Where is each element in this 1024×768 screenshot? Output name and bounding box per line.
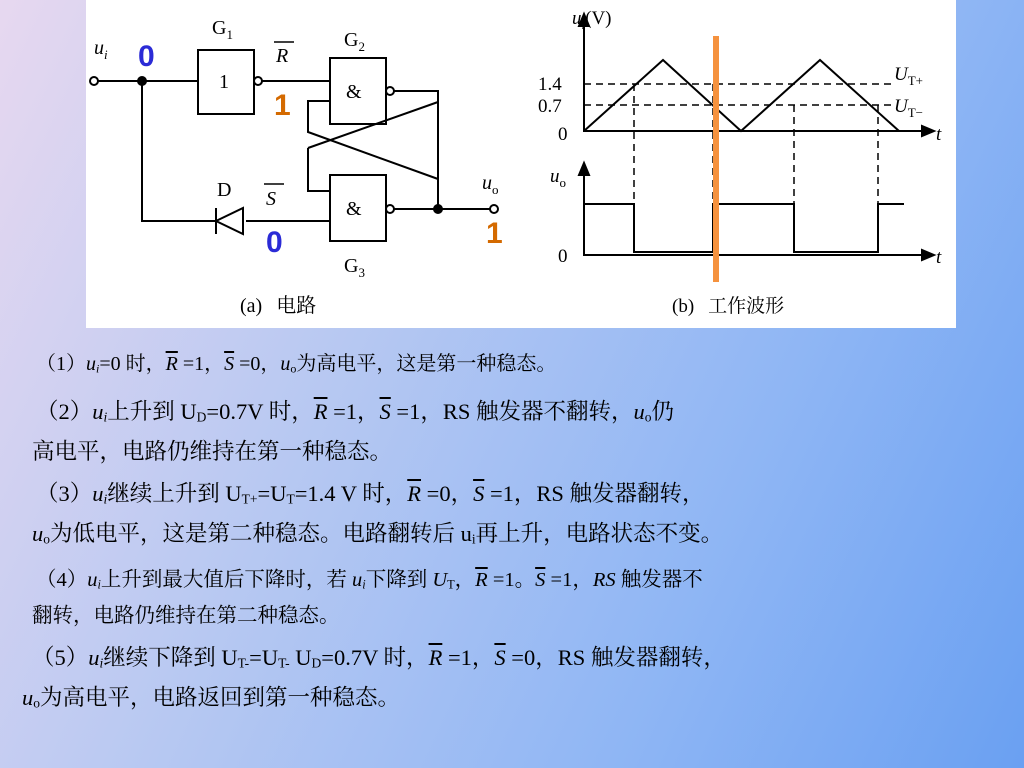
and-gate-label-g2: & bbox=[346, 81, 362, 103]
ut-minus-label: $U_{T-}$ bbox=[894, 96, 924, 120]
caption-a: (a) 电路 bbox=[240, 295, 317, 317]
para-2-cont: 高电平，电路仍维持在第一种稳态。 bbox=[32, 439, 393, 464]
para-3: $(3)u_i$继续上升到 $U_{T+}=U_T=1.4$ V 时，$\overline{R} =0$，$\overline{S} =1$，RS 触发器翻转， bbox=[36, 481, 705, 507]
state-s: 0 bbox=[266, 226, 283, 259]
uo-label: $u_o$ bbox=[482, 172, 499, 197]
figure-svg bbox=[86, 0, 956, 328]
para-3-cont: $u_o$为低电平，这是第二种稳态。电路翻转后 $u_i$再上升，电路状态不变。 bbox=[32, 521, 724, 547]
label-g2: $G_2$ bbox=[344, 29, 365, 54]
uo-square-wave bbox=[584, 204, 904, 252]
s-bar-label: S bbox=[266, 188, 276, 210]
t-label-top: t bbox=[936, 124, 942, 145]
para-5-cont: $u_o$为高电平，电路返回到第一种稳态。 bbox=[22, 685, 401, 711]
para-1: $(1)u_i=0$ 时，$\overline{R} =1$，$\overline{S} =0$，$u_o$为高电平，这是第一种稳态。 bbox=[36, 353, 557, 376]
circuit-diagram bbox=[90, 50, 498, 241]
ui-axis-label: $u_i(V)$ bbox=[572, 8, 612, 32]
label-g1: $G_1$ bbox=[212, 17, 233, 42]
ui-label: $u_i$ bbox=[94, 37, 108, 62]
state-r: 1 bbox=[274, 89, 291, 122]
tick-1-4: 1.4 bbox=[538, 74, 562, 95]
tick-zero-ui: 0 bbox=[558, 124, 568, 145]
para-2: $(2)u_i$上升到 $U_D=0.7V$ 时，$\overline{R} =1$，$\overline{S} =1$，RS 触发器不翻转，$u_o$仍 bbox=[36, 399, 675, 425]
para-5: $(5)u_i$继续下降到 $U_{T-}=U_{T-}$ $U_D=0.7V$ 时，$\overline{R} =1$，$\overline{S} =0$，RS 触发器翻转， bbox=[32, 645, 726, 671]
and-gate-label-g3: & bbox=[346, 198, 362, 220]
waveform-labels bbox=[538, 8, 942, 317]
ut-plus-label: $U_{T+}$ bbox=[894, 64, 924, 88]
diode-label: D bbox=[217, 179, 232, 201]
t-label-bottom: t bbox=[936, 247, 942, 268]
label-g3: $G_3$ bbox=[344, 255, 365, 280]
diode-symbol bbox=[216, 208, 243, 234]
para-4: $(4)u_i$上升到最大值后下降时，若 $u_i$下降到 $U_T$，$\overline{R} =1$。$\overline{S} =1$，RS 触发器不 bbox=[36, 569, 703, 592]
tick-0-7: 0.7 bbox=[538, 96, 562, 117]
circuit-labels bbox=[94, 17, 503, 317]
r-bar-label: R bbox=[276, 45, 289, 67]
uo-axis-label: $u_o$ bbox=[550, 166, 566, 190]
caption-b: (b) 工作波形 bbox=[672, 296, 785, 317]
figure-panel bbox=[86, 0, 956, 328]
not-gate-label: 1 bbox=[219, 71, 229, 93]
state-ui: 0 bbox=[138, 40, 155, 73]
state-uo: 1 bbox=[486, 217, 503, 250]
para-4-cont: 翻转，电路仍维持在第二种稳态。 bbox=[32, 605, 340, 627]
waveform-diagram bbox=[579, 14, 934, 260]
tick-zero-uo: 0 bbox=[558, 246, 568, 267]
